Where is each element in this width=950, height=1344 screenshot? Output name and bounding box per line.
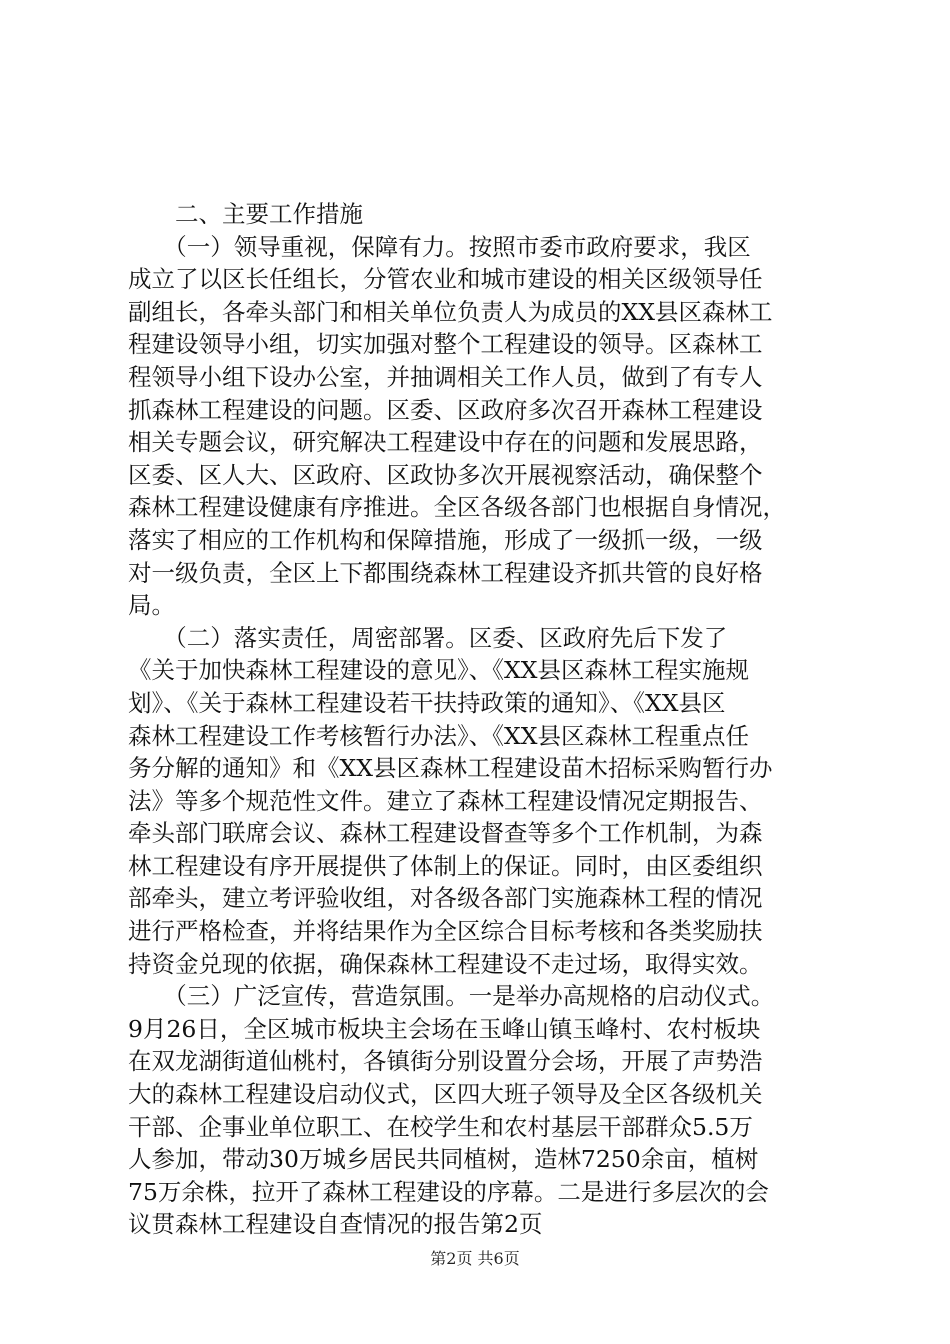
paragraph-line: 牵头部门联席会议、森林工程建设督查等多个工作机制，为森	[128, 819, 763, 848]
paragraph-line: 程建设领导小组，切实加强对整个工程建设的领导。区森林工	[128, 330, 763, 359]
paragraph-line: （二）落实责任，周密部署。区委、区政府先后下发了	[128, 623, 728, 652]
paragraph-line: 森林工程建设工作考核暂行办法》、《XX县区森林工程重点任	[128, 721, 749, 750]
paragraph-line: 相关专题会议，研究解决工程建设中存在的问题和发展思路，	[128, 428, 763, 457]
paragraph-line: 持资金兑现的依据，确保森林工程建设不走过场，取得实效。	[128, 949, 763, 978]
paragraph-line: 进行严格检查，并将结果作为全区综合目标考核和各类奖励扶	[128, 917, 763, 946]
paragraph-line: 林工程建设有序开展提供了体制上的保证。同时，由区委组织	[128, 851, 763, 880]
paragraph-line: 局。	[128, 591, 175, 620]
paragraph-line: （三）广泛宣传，营造氛围。一是举办高规格的启动仪式。	[128, 982, 775, 1011]
paragraph-line: 人参加，带动30万城乡居民共同植树，造林7250余亩，植树	[128, 1145, 759, 1174]
paragraph-line: 75万余株，拉开了森林工程建设的序幕。二是进行多层次的会	[128, 1177, 769, 1206]
paragraph-line: 区委、区人大、区政府、区政协多次开展视察活动，确保整个	[128, 460, 763, 489]
paragraph-line: 成立了以区长任组长，分管农业和城市建设的相关区级领导任	[128, 265, 763, 294]
paragraph-line: 程领导小组下设办公室，并抽调相关工作人员，做到了有专人	[128, 362, 763, 391]
paragraph-line: 《关于加快森林工程建设的意见》、《XX县区森林工程实施规	[128, 656, 749, 685]
paragraph-line: （一）领导重视，保障有力。按照市委市政府要求，我区	[128, 232, 751, 261]
page-number-label: 第2页 共6页	[430, 1249, 520, 1268]
paragraph-line: 对一级负责，全区上下都围绕森林工程建设齐抓共管的良好格	[128, 558, 763, 587]
paragraph-line: 务分解的通知》和《XX县区森林工程建设苗木招标采购暂行办	[128, 754, 773, 783]
paragraph-line: 落实了相应的工作机构和保障措施，形成了一级抓一级，一级	[128, 525, 763, 554]
paragraph-line: 划》、《关于森林工程建设若干扶持政策的通知》、《XX县区	[128, 688, 726, 717]
paragraph-line: 部牵头，建立考评验收组，对各级各部门实施森林工程的情况	[128, 884, 763, 913]
paragraph-line: 大的森林工程建设启动仪式，区四大班子领导及全区各级机关	[128, 1080, 763, 1109]
paragraph-line: 副组长，各牵头部门和相关单位负责人为成员的XX县区森林工	[128, 297, 773, 326]
paragraph-line: 抓森林工程建设的问题。区委、区政府多次召开森林工程建设	[128, 395, 763, 424]
section-heading: 二、主要工作措施	[128, 200, 363, 228]
paragraph-line: 在双龙湖街道仙桃村，各镇街分别设置分会场，开展了声势浩	[128, 1047, 763, 1076]
paragraph-line: 森林工程建设健康有序推进。全区各级各部门也根据自身情况，	[128, 493, 786, 522]
page-footer	[0, 1246, 950, 1269]
paragraph-line: 法》等多个规范性文件。建立了森林工程建设情况定期报告、	[128, 786, 763, 815]
paragraph-line: 议贯森林工程建设自查情况的报告第2页	[128, 1210, 543, 1239]
paragraph-line: 9月26日，全区城市板块主会场在玉峰山镇玉峰村、农村板块	[128, 1014, 761, 1043]
paragraph-line: 干部、企事业单位职工、在校学生和农村基层干部群众5.5万	[128, 1112, 753, 1141]
document-body	[128, 198, 848, 1241]
